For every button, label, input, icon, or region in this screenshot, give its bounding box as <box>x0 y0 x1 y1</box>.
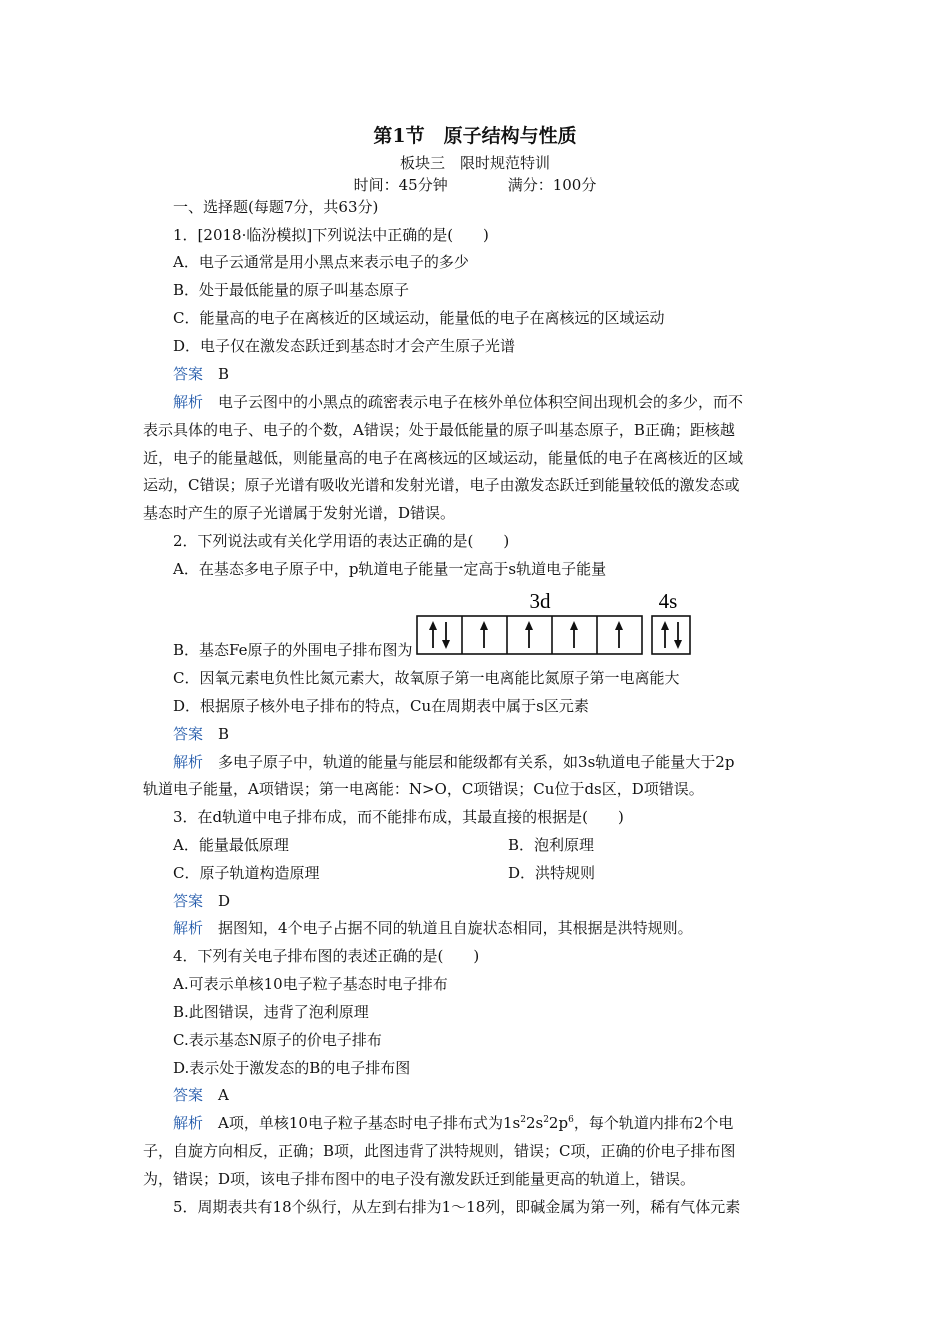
q2-option-b: B．基态Fe原子的外围电子排布图为 <box>173 641 413 659</box>
q4-analysis-line-1: 解析 A项，单核10电子粒子基态时电子排布式为$1s^22s^22p^6$，每个轨道内排布2个电 <box>173 1114 734 1132</box>
q2-option-c: C．因氧元素电负性比氮元素大，故氧原子第一电离能比氮原子第一电离能大 <box>173 669 680 687</box>
q2-option-d: D．根据原子核外电子排布的特点，Cu在周期表中属于s区元素 <box>173 697 589 715</box>
q2-answer <box>173 724 853 744</box>
q4-option-d: D.表示处于激发态的B的电子排布图 <box>173 1059 411 1077</box>
q1-option-d: D．电子仅在激发态跃迁到基态时才会产生原子光谱 <box>173 337 516 355</box>
q1-analysis-line-1: 解析 电子云图中的小黑点的疏密表示电子在核外单位体积空间出现机会的多少，而不 <box>173 393 744 411</box>
q3-options-row-2 <box>173 863 853 883</box>
q1-answer <box>173 364 853 384</box>
q3-option-d: D．洪特规则 <box>508 864 596 882</box>
q3-options-row-1 <box>173 835 853 855</box>
page-title: 第1节 原子结构与性质 <box>373 125 577 147</box>
analysis-label: 解析 <box>173 919 204 937</box>
answer-label: 答案 <box>173 365 204 383</box>
q3-option-c: C．原子轨道构造原理 <box>173 864 320 882</box>
section-subtitle: 板块三 限时规范特训 <box>399 154 550 172</box>
q4-answer <box>173 1085 853 1105</box>
q2-analysis-line-1: 解析 多电子原子中，轨道的能量与能层和能级都有关系，如3s轨道电子能量大于2p <box>173 753 735 771</box>
q3-stem: 3．在d轨道中电子排布成，而不能排布成，其最直接的根据是( ) <box>173 808 624 826</box>
q1-analysis-line-3: 近，电子的能量越低，则能量高的电子在离核远的区域运动，能量低的电子在离核近的区域 <box>143 449 744 467</box>
electron-configuration: $1s^22s^22p^6$ <box>502 1114 574 1132</box>
q5-stem: 5．周期表共有18个纵行，从左到右排为1～18列，即碱金属为第一列，稀有气体元素 <box>173 1198 741 1216</box>
section-heading: 一、选择题(每题7分，共63分) <box>173 198 379 216</box>
full-score: 满分：100分 <box>507 176 597 194</box>
answer-label: 答案 <box>173 892 204 910</box>
analysis-label: 解析 <box>173 753 204 771</box>
q2-option-a: A．在基态多电子原子中，p轨道电子能量一定高于s轨道电子能量 <box>173 560 607 578</box>
q2-analysis-line-2: 轨道电子能量，A项错误；第一电离能：N>O，C项错误；Cu位于ds区，D项错误。 <box>143 780 704 798</box>
label-4s: 4s <box>658 589 678 613</box>
q3-option-a: A．能量最低原理 <box>173 836 289 854</box>
q3-answer <box>173 891 853 911</box>
q4-option-a: A.可表示单核10电子粒子基态时电子排布 <box>173 975 448 993</box>
q4-stem: 4．下列有关电子排布图的表述正确的是( ) <box>173 947 480 965</box>
q4-analysis-line-2: 子，自旋方向相反，正确；B项，此图违背了洪特规则，错误；C项，正确的价电子排布图 <box>143 1142 736 1160</box>
q2-stem: 2．下列说法或有关化学用语的表达正确的是( ) <box>173 532 510 550</box>
analysis-label: 解析 <box>173 393 204 411</box>
q1-analysis-line-4: 运动，C错误；原子光谱有吸收光谱和发射光谱，电子由激发态跃迁到能量较低的激发态或 <box>143 476 740 494</box>
time-limit: 时间：45分钟 <box>353 176 448 194</box>
q1-option-a: A．电子云通常是用小黑点来表示电子的多少 <box>173 253 469 271</box>
q4-option-c: C.表示基态N原子的价电子排布 <box>173 1031 382 1049</box>
q4-answer-value: A <box>218 1086 229 1104</box>
answer-label: 答案 <box>173 725 204 743</box>
analysis-label: 解析 <box>173 1114 204 1132</box>
q1-option-b: B．处于最低能量的原子叫基态原子 <box>173 281 410 299</box>
q4-option-b: B.此图错误，违背了泡利原理 <box>173 1003 369 1021</box>
q1-stem: 1．[2018·临汾模拟]下列说法中正确的是( ) <box>173 226 489 244</box>
q1-answer-value: B <box>218 365 230 383</box>
q3-analysis: 解析 据图知，4个电子占据不同的轨道且自旋状态相同，其根据是洪特规则。 <box>173 919 693 937</box>
exam-info <box>0 175 950 195</box>
q1-analysis-line-2: 表示具体的电子、电子的个数，A错误；处于最低能量的原子叫基态原子，B正确；距核越 <box>143 421 735 439</box>
label-3d: 3d <box>529 589 551 613</box>
q3-option-b: B．泡利原理 <box>508 836 595 854</box>
q2-answer-value: B <box>218 725 230 743</box>
q3-answer-value: D <box>218 892 231 910</box>
answer-label: 答案 <box>173 1086 204 1104</box>
q1-option-c: C．能量高的电子在离核近的区域运动，能量低的电子在离核远的区域运动 <box>173 309 665 327</box>
q4-analysis-line-3: 为，错误；D项，该电子排布图中的电子没有激发跃迁到能量更高的轨道上，错误。 <box>143 1170 696 1188</box>
q1-analysis-line-5: 基态时产生的原子光谱属于发射光谱，D错误。 <box>143 504 456 522</box>
